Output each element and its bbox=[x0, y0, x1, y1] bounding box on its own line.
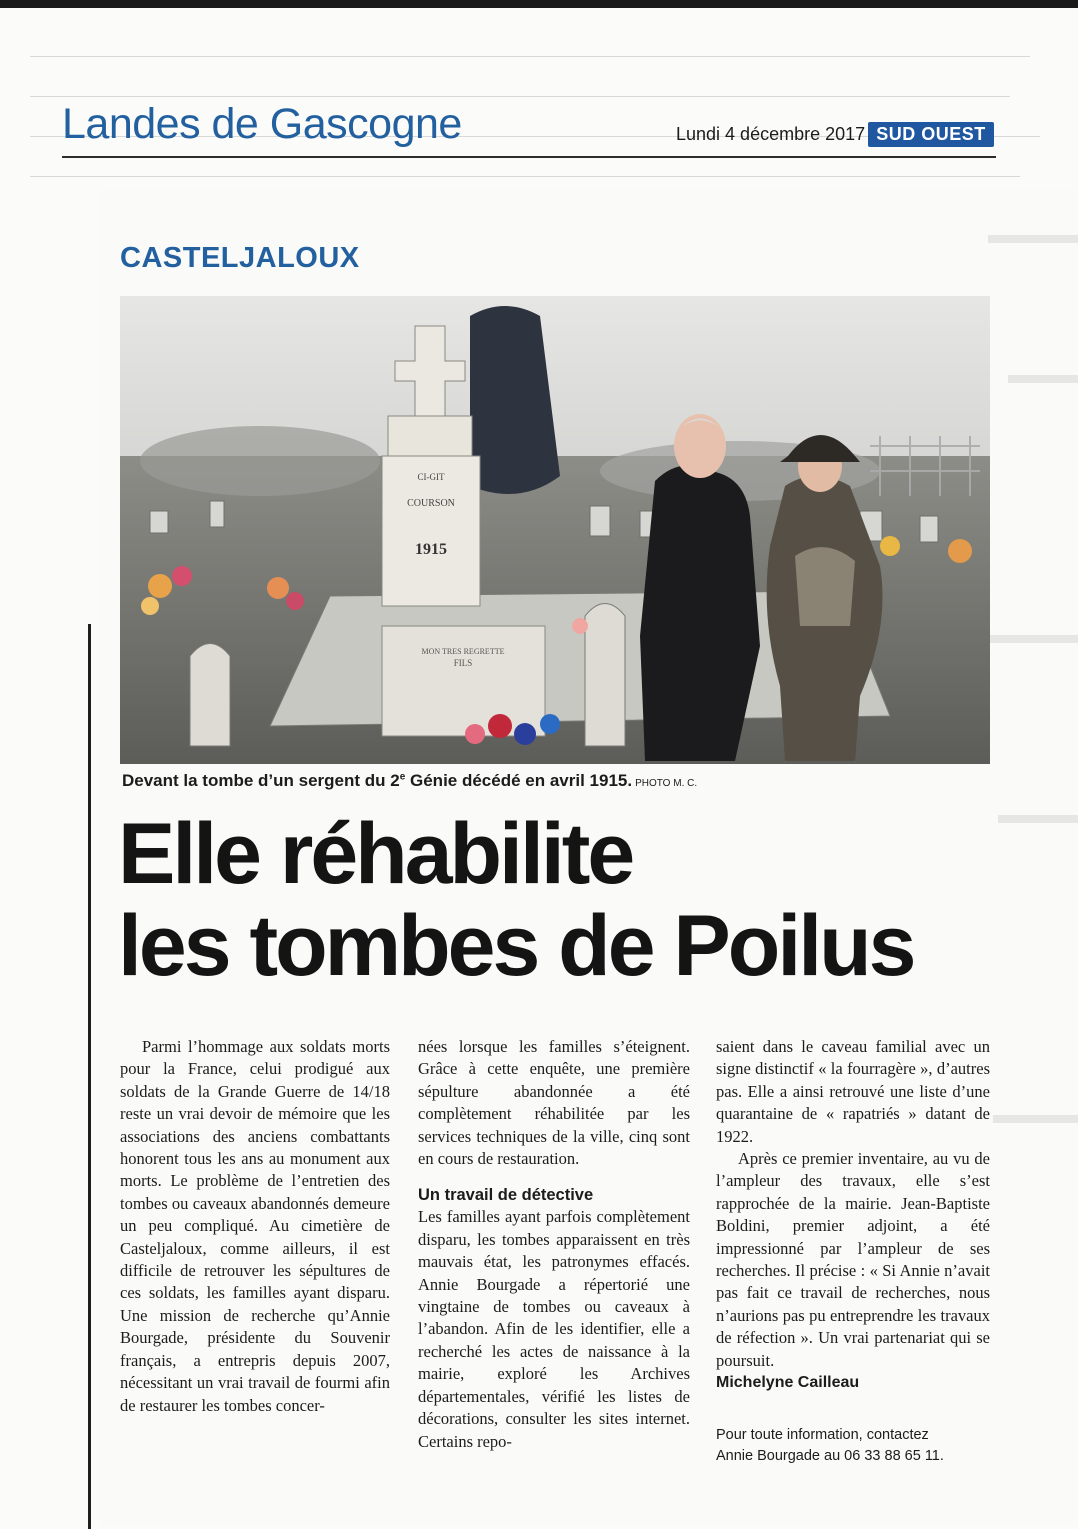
scan-edge bbox=[0, 0, 1078, 8]
newspaper-logo: SUD OUEST bbox=[868, 122, 994, 147]
text-column-2 bbox=[418, 1036, 690, 1453]
cemetery-photo bbox=[120, 296, 990, 764]
photo-caption bbox=[122, 771, 697, 791]
section-title: Landes de Gascogne bbox=[62, 100, 462, 148]
clipping-edge-line bbox=[88, 624, 91, 1529]
contact-info bbox=[716, 1425, 990, 1467]
header-rule bbox=[62, 156, 996, 158]
author-byline: Michelyne Cailleau bbox=[716, 1374, 860, 1392]
headstone-text: 1915 bbox=[415, 541, 447, 558]
text-column-3 bbox=[716, 1036, 990, 1467]
body-paragraph: Les familles ayant parfois complètement disparu, les tombes apparaissent en très mauvais état, les patronymes effacés. Annie Bourgade a répertorié une vingtaine de tombes ou caveaux à l’abandon. Afin de les identifier, elle a recherché les actes de naissance à la mairie, exploré les Archives départementales, vérifié les listes de décorations, consulter les sites internet. Certains repo- bbox=[418, 1207, 690, 1451]
text-column-1 bbox=[120, 1036, 390, 1417]
caption-text-end: Génie décédé en avril 1915. bbox=[405, 771, 633, 790]
article-subhead: Un travail de détective bbox=[418, 1186, 594, 1205]
headline-line-1: Elle réhabilite bbox=[118, 806, 633, 902]
article-kicker: CASTELJALOUX bbox=[120, 242, 360, 274]
headstone-text: MON TRES REGRETTE bbox=[421, 647, 505, 656]
body-paragraph: Parmi l’hommage aux soldats morts pour la France, celui prodigué aux soldats de la Grande Guerre de 14/18 reste un vrai devoir de mémoire que les associations des anciens combattants honorent tous les ans au monument aux morts. Le problème de l’entretien des tombes ou caveaux abandonnés demeure un peu compliqué. Au cimetière de Casteljaloux, comme ailleurs, il est difficile de retrouver les sépultures de ces soldats, les familles ayant disparu. Une mission de recherche qu’Annie Bourgade, présidente du Souvenir français, a entrepris depuis 2007, nécessitant un vrai travail de fourmi afin de restaurer les tombes concer- bbox=[120, 1037, 390, 1415]
body-paragraph: nées lorsque les familles s’éteignent. Grâce à cette enquête, une première sépulture abandonnée a été complètement réhabilitée par les services techniques de la ville, cinq sont en cours de restauration. bbox=[418, 1037, 690, 1169]
body-paragraph: Après ce premier inventaire, au vu de l’ampleur des travaux, elle s’est rapprochée de la mairie. Jean-Baptiste Boldini, premier adjoint, a été impressionné par l’ampleur de ses recherches. Il précise : « Si Annie n’avait pas fait ce travail de recherches, nous n’aurions pas pu entreprendre les travaux de réfection ». Un vrai partenariat qui se poursuit. bbox=[716, 1149, 990, 1370]
contact-phone: Annie Bourgade au 06 33 88 65 11. bbox=[716, 1447, 944, 1464]
contact-line: Pour toute information, contactez bbox=[716, 1426, 929, 1443]
publication-date: Lundi 4 décembre 2017 bbox=[676, 124, 866, 144]
caption-superscript: e bbox=[399, 771, 406, 783]
headline-line-2: les tombes de Poilus bbox=[118, 898, 914, 994]
photo-credit: PHOTO M. C. bbox=[635, 778, 698, 789]
headstone-text: FILS bbox=[453, 658, 473, 668]
body-paragraph: saient dans le caveau familial avec un signe distinctif « la fourragère », d’autres pas. Elle a ainsi retrouvé une liste d’une quarantaine de « rapatriés » datant de 1922. bbox=[716, 1037, 990, 1146]
headstone-text: COURSON bbox=[407, 498, 455, 509]
headstone-text: CI-GIT bbox=[417, 472, 445, 482]
article-headline bbox=[118, 808, 913, 992]
bleed-through-right bbox=[978, 215, 1078, 1515]
caption-text: Devant la tombe d’un sergent du 2 bbox=[122, 771, 400, 790]
